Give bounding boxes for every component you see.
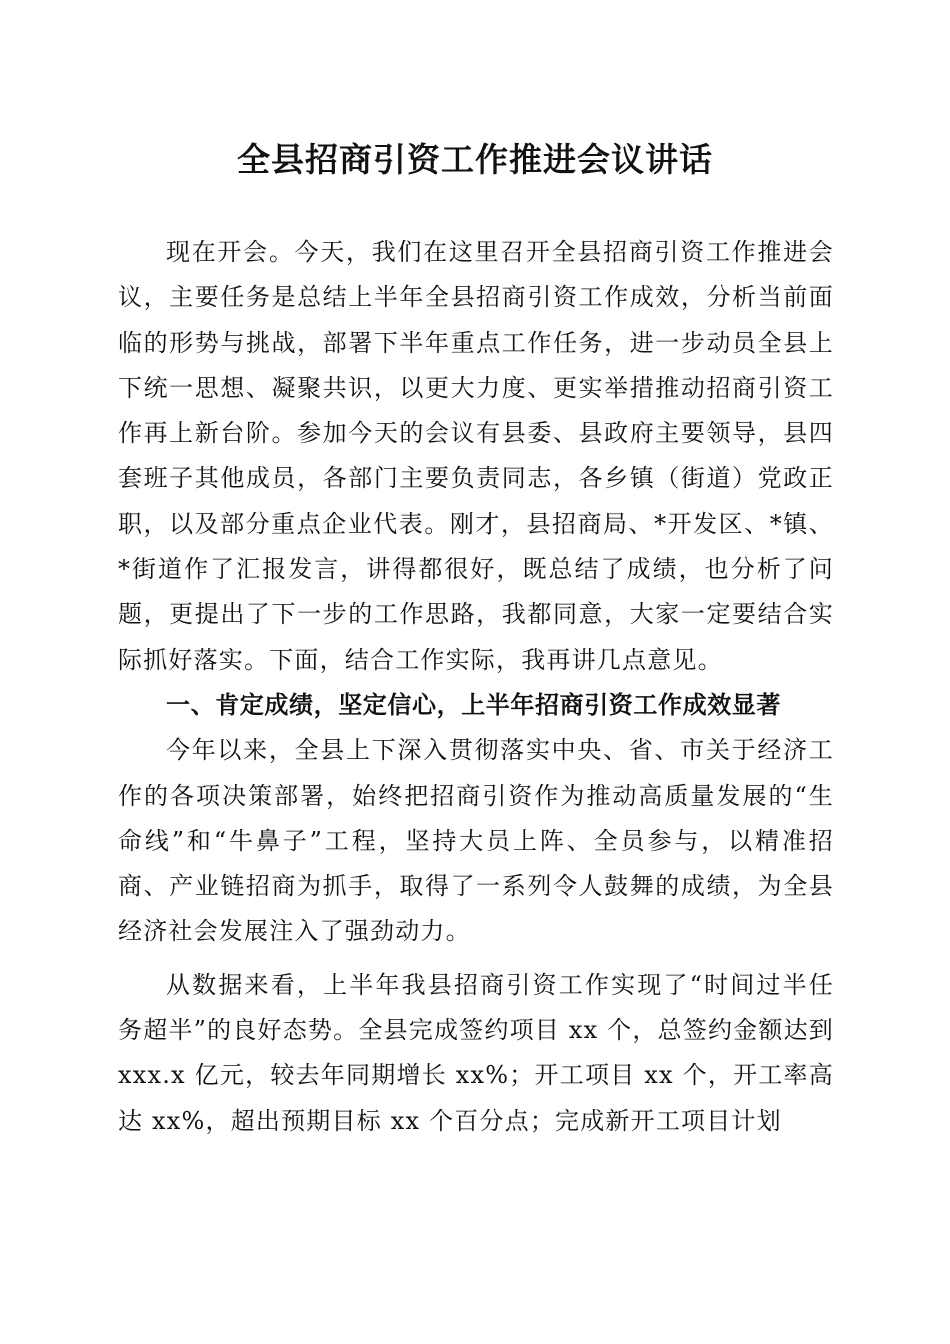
document-body — [118, 230, 834, 1144]
document-title: 全县招商引资工作推进会议讲话 — [237, 140, 713, 179]
section1-paragraph-2: 从数据来看，上半年我县招商引资工作实现了“时间过半任务超半”的良好态势。全县完成签约项目 xx 个，总签约金额达到 xxx.x 亿元，较去年同期增长 xx%；开工项目 xx 个，开工率高达 xx%，超出预期目标 xx 个百分点；完成新开工项目计划 — [118, 970, 834, 1135]
intro-paragraph: 现在开会。今天，我们在这里召开全县招商引资工作推进会议，主要任务是总结上半年全县招商引资工作成效，分析当前面临的形势与挑战，部署下半年重点工作任务，进一步动员全县上下统一思想、凝聚共识，以更大力度、更实举措推动招商引资工作再上新台阶。参加今天的会议有县委、县政府主要领导，县四套班子其他成员，各部门主要负责同志，各乡镇（街道）党政正职，以及部分重点企业代表。刚才，县招商局、*开发区、*镇、*街道作了汇报发言，讲得都很好，既总结了成绩，也分析了问题，更提出了下一步的工作思路，我都同意，大家一定要结合实际抓好落实。下面，结合工作实际，我再讲几点意见。 — [118, 238, 834, 674]
section-heading-1: 一、肯定成绩，坚定信心，上半年招商引资工作成效显著 — [166, 690, 781, 719]
paragraph-gap — [118, 955, 834, 963]
section1-paragraph-1: 今年以来，全县上下深入贯彻落实中央、省、市关于经济工作的各项决策部署，始终把招商引资作为推动高质量发展的“生命线”和“牛鼻子”工程，坚持大员上阵、全员参与，以精准招商、产业链招商为抓手，取得了一系列令人鼓舞的成绩，为全县经济社会发展注入了强劲动力。 — [118, 736, 834, 946]
